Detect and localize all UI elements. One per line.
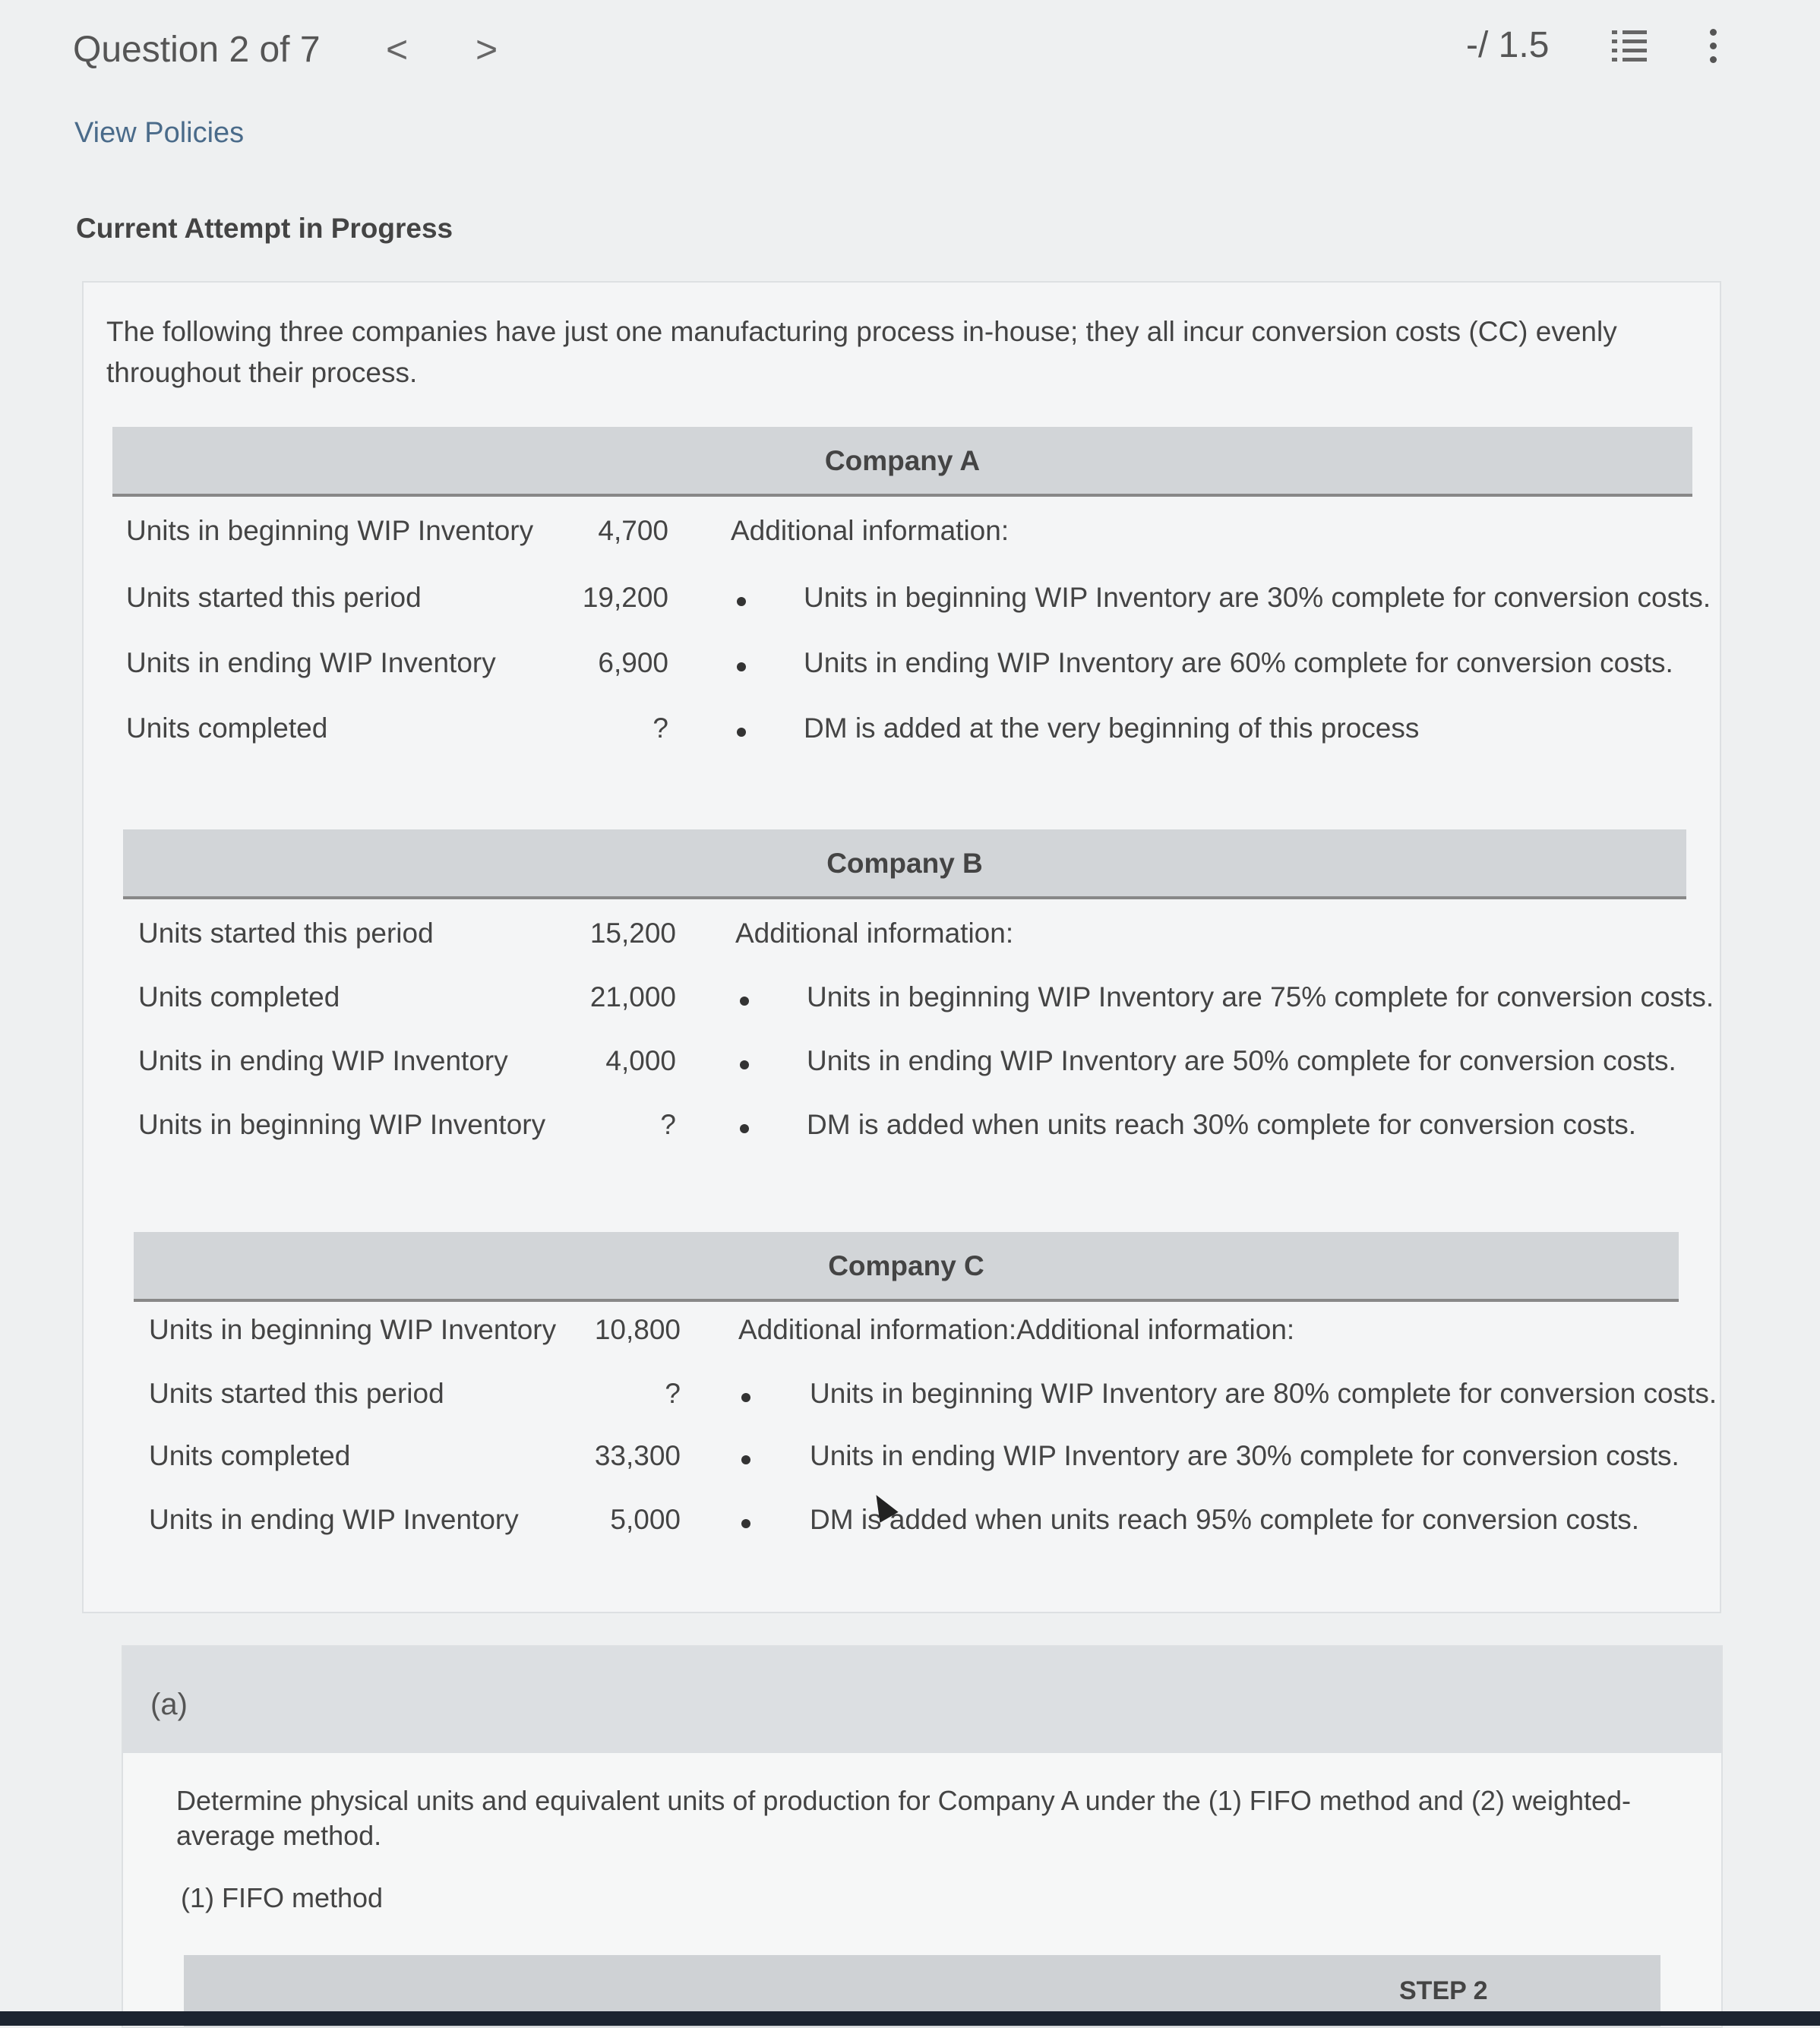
row-value: ? xyxy=(660,1109,676,1140)
company-b-header: Company B xyxy=(123,829,1686,899)
row-value: 6,900 xyxy=(598,647,668,678)
company-c-table xyxy=(134,1232,1717,1566)
row-value: 19,200 xyxy=(582,582,668,613)
info-bullet: DM is added when units reach 30% complete for conversion costs. xyxy=(807,1109,1637,1140)
row-label: Units started this period xyxy=(149,1378,444,1409)
row-label: Units started this period xyxy=(138,918,434,949)
info-bullet: Units in ending WIP Inventory are 50% complete for conversion costs. xyxy=(807,1045,1676,1076)
company-b-table xyxy=(123,829,1714,1164)
prev-question-button[interactable]: < xyxy=(386,28,409,71)
company-a-table xyxy=(112,427,1711,761)
row-value: ? xyxy=(665,1378,681,1409)
row-value: 15,200 xyxy=(589,918,676,949)
bullet xyxy=(737,728,746,737)
row-label: Units in beginning WIP Inventory xyxy=(138,1109,546,1140)
bottom-edge xyxy=(0,2011,1820,2026)
info-bullet: Units in beginning WIP Inventory are 80% complete for conversion costs. xyxy=(810,1378,1717,1409)
bullet xyxy=(741,1393,750,1402)
question-counter: Question 2 of 7 xyxy=(73,30,321,70)
info-bullet: Units in ending WIP Inventory are 60% complete for conversion costs. xyxy=(804,647,1673,678)
info-bullet: Units in beginning WIP Inventory are 75% complete for conversion costs. xyxy=(807,981,1714,1012)
row-label: Units started this period xyxy=(126,582,422,613)
score-display: -/ 1.5 xyxy=(1466,25,1550,65)
view-policies-link[interactable]: View Policies xyxy=(74,117,245,149)
info-bullet: Units in ending WIP Inventory are 30% complete for conversion costs. xyxy=(810,1440,1679,1471)
row-label: Units in beginning WIP Inventory xyxy=(126,515,534,546)
attempt-status: Current Attempt in Progress xyxy=(76,213,453,244)
step-label: STEP 2 xyxy=(1399,1976,1488,2005)
company-c-header: Company C xyxy=(134,1232,1679,1302)
row-label: Units in ending WIP Inventory xyxy=(126,647,496,678)
company-a-header: Company A xyxy=(112,427,1692,497)
part-a-label: (a) xyxy=(150,1688,188,1721)
bullet xyxy=(741,1455,750,1464)
row-label: Units completed xyxy=(138,981,340,1012)
row-value: 4,000 xyxy=(605,1045,676,1076)
fifo-method-label: (1) FIFO method xyxy=(181,1882,384,1913)
row-label: Units in ending WIP Inventory xyxy=(138,1045,508,1076)
info-bullet: Units in beginning WIP Inventory are 30% complete for conversion costs. xyxy=(804,582,1711,613)
bullet xyxy=(737,597,746,606)
part-a-panel xyxy=(122,1645,1723,2028)
row-label: Units in beginning WIP Inventory xyxy=(149,1314,557,1345)
row-value: 4,700 xyxy=(598,515,668,546)
row-value: ? xyxy=(652,712,668,744)
row-value: 33,300 xyxy=(594,1440,681,1471)
row-value: 21,000 xyxy=(589,981,676,1012)
top-bar xyxy=(0,0,1820,114)
additional-info-label: Additional information:Additional information: xyxy=(738,1314,1295,1345)
part-a-question: Determine physical units and equivalent units of production for Company A under the (1) FIFO method and (2) weighted-average method. xyxy=(176,1785,1632,1851)
row-label: Units completed xyxy=(126,712,328,744)
bullet xyxy=(737,662,746,671)
problem-intro: The following three companies have just one manufacturing process in-house; they all incur conversion costs (CC) evenly throughout their process. xyxy=(106,316,1617,388)
row-label: Units in ending WIP Inventory xyxy=(149,1504,519,1535)
bullet xyxy=(740,1124,749,1133)
row-label: Units completed xyxy=(149,1440,351,1471)
row-value: 5,000 xyxy=(610,1504,681,1535)
info-bullet: DM is added at the very beginning of this process xyxy=(804,712,1420,744)
bullet xyxy=(741,1519,750,1528)
part-a-header xyxy=(123,1647,1721,1753)
bullet xyxy=(740,997,749,1006)
more-vertical-icon[interactable] xyxy=(1708,27,1718,65)
next-question-button[interactable]: > xyxy=(476,28,498,71)
bullet xyxy=(740,1060,749,1069)
info-bullet: DM is added when units reach 95% complete for conversion costs. xyxy=(810,1504,1640,1535)
additional-info-label: Additional information: xyxy=(731,515,1010,546)
row-value: 10,800 xyxy=(594,1314,681,1345)
additional-info-label: Additional information: xyxy=(735,918,1014,949)
list-icon[interactable] xyxy=(1612,27,1647,62)
